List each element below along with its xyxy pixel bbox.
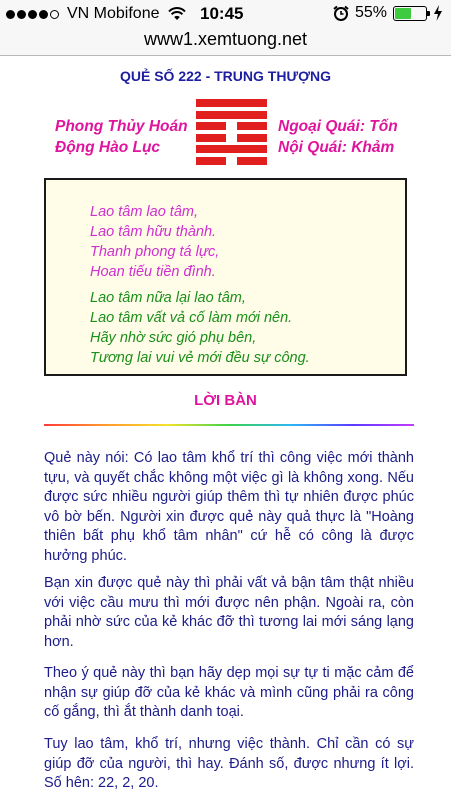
alarm-icon: [333, 5, 349, 21]
section-title: LỜI BÀN: [194, 392, 257, 409]
poem-stanza-1: [90, 202, 219, 282]
commentary-paragraph-1: Quẻ này nói: Có lao tâm khổ trí thì công việc mới thành tựu, và quyết chắc không một việc gì là không xong. Nếu được sức nhiều người giúp thêm thì tự nhiên được phúc vô bờ bến. Người xin được quẻ này quả thực là "Hoàng thiên bất phụ khổ tâm nhân" cứ hễ có công là được hưởng phúc.: [44, 450, 414, 564]
commentary-paragraph-3: Theo ý quẻ này thì bạn hãy dẹp mọi sự tự ti mặc cảm để nhận sự giúp đỡ của kẻ khác và mình cũng phải ra công cố gắng, thì ắt thành danh toại.: [44, 665, 414, 720]
hexagram-line-broken: [196, 157, 267, 165]
charging-bolt-icon: [433, 5, 443, 21]
page-title: QUẺ SỐ 222 - TRUNG THƯỢNG: [119, 68, 332, 84]
rainbow-divider: [44, 424, 414, 426]
hexagram-line-broken: [196, 122, 267, 130]
hexagram-left-names: [55, 116, 188, 158]
battery-area: [333, 4, 443, 22]
hexagram-symbol: [196, 99, 267, 165]
poem-line: Lao tâm hữu thành.: [90, 224, 217, 240]
url-text[interactable]: www1.xemtuong.net: [143, 29, 308, 49]
hexagram-name: Phong Thủy Hoán: [55, 118, 188, 135]
poem-line: Tương lai vui vẻ mới đều sự công.: [90, 350, 310, 366]
status-bar: [0, 0, 451, 26]
signal-dots-icon: [6, 10, 61, 19]
inner-trigram: Nội Quái: Khảm: [278, 139, 395, 156]
poem-line: Lao tâm lao tâm,: [90, 204, 198, 220]
poem-box: [44, 178, 407, 376]
clock-time: 10:45: [200, 4, 244, 23]
poem-line: Hãy nhờ sức gió phụ bên,: [90, 330, 257, 346]
hexagram-line-solid: [196, 99, 267, 107]
hexagram-line-solid: [196, 111, 267, 119]
wifi-icon: [168, 7, 186, 21]
battery-fill: [395, 8, 411, 19]
poem-line: Thanh phong tá lực,: [90, 244, 220, 260]
commentary-paragraph-4: Tuy lao tâm, khổ trí, nhưng việc thành. Chỉ cần có sự giúp đỡ của người, thì hay. Đánh số, được nhưng ít lợi. Số hên: 22, 2, 20.: [44, 736, 414, 791]
poem-line: Lao tâm nữa lại lao tâm,: [90, 290, 246, 306]
signal-area: [6, 5, 186, 23]
commentary-paragraph-2: Bạn xin được quẻ này thì phải vất vả bận tâm thật nhiều với việc cầu mưu thì mới được nên phận. Ngoài ra, còn phải nhờ sức của kẻ khác đỡ thì tương lai mới sáng lạng hơn.: [44, 575, 414, 650]
poem-stanza-2: [90, 288, 310, 368]
hexagram-line-broken: [196, 134, 267, 142]
hexagram-line-solid: [196, 145, 267, 153]
battery-percent: 55%: [354, 4, 387, 21]
moving-line: Động Hào Lục: [55, 139, 161, 156]
address-bar[interactable]: [0, 26, 451, 56]
poem-line: Lao tâm vất vả cố làm mới nên.: [90, 310, 293, 326]
hexagram-right-names: [278, 116, 398, 158]
outer-trigram: Ngoại Quái: Tốn: [278, 118, 398, 135]
battery-icon: [393, 6, 427, 21]
carrier-name: VN Mobifone: [67, 5, 160, 22]
poem-line: Hoan tiếu tiền đình.: [90, 264, 216, 280]
